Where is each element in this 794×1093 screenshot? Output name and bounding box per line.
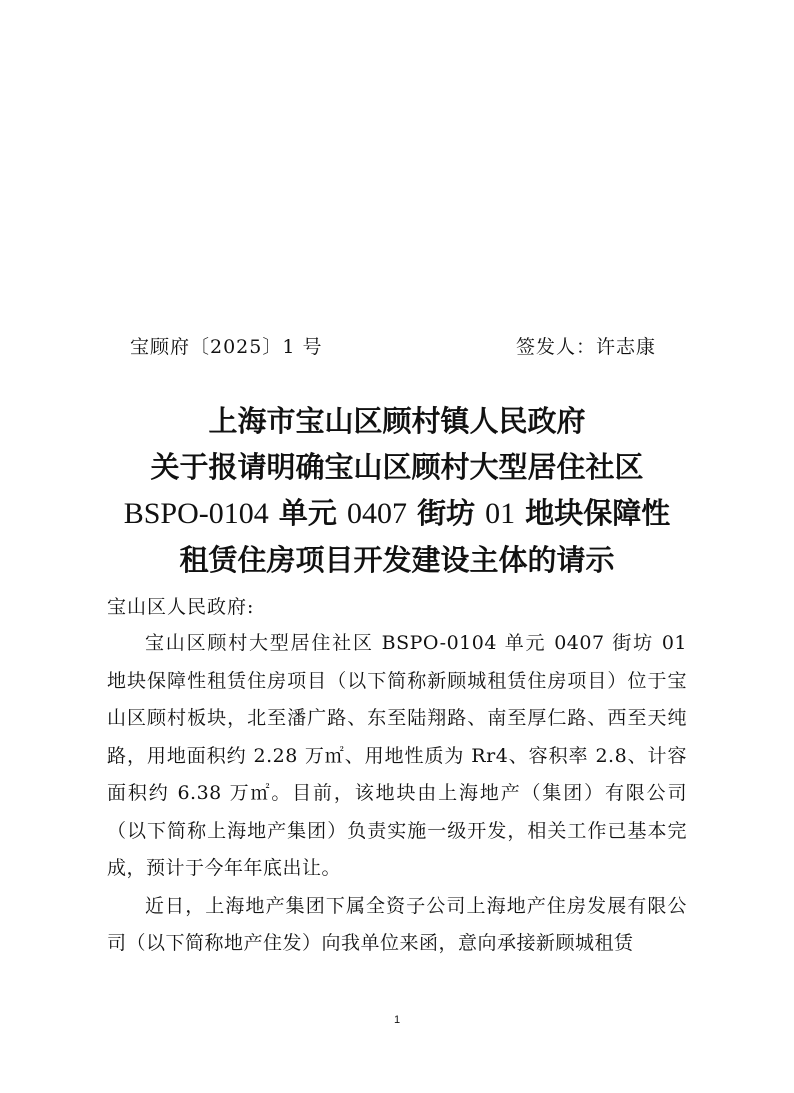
title-line-3	[80, 490, 714, 537]
title-line-2: 关于报请明确宝山区顾村大型居住社区	[150, 450, 644, 484]
title-plot-code: 01	[485, 497, 516, 530]
document-number: 宝顾府〔2025〕1 号	[130, 336, 323, 358]
title-unit-code: BSPO-0104	[123, 497, 269, 530]
title-plot-word: 地块保障性	[515, 496, 671, 530]
page-number: 1	[393, 1014, 401, 1026]
addressee: 宝山区人民政府:	[107, 596, 255, 618]
body-text	[107, 625, 687, 963]
title-line-1: 上海市宝山区顾村镇人民政府	[208, 404, 586, 438]
title-block-word: 街坊	[406, 496, 486, 530]
title-line-4: 租赁住房项目开发建设主体的请示	[179, 543, 615, 577]
signer: 签发人：许志康	[516, 336, 657, 358]
body-paragraph-2: 近日，上海地产集团下属全资子公司上海地产住房发展有限公司（以下简称地产住发）向我单位来函，意向承接新顾城租赁	[107, 894, 687, 954]
body-paragraph-1: 宝山区顾村大型居住社区 BSPO-0104 单元 0407 街坊 01 地块保障性租赁住房项目（以下简称新顾城租赁住房项目）位于宝山区顾村板块，北至潘广路、东至陆翔路、南至厚仁路、西至天纯路，用地面积约 2.28 万㎡、用地性质为 Rr4、容积率 2.8、计容面积约 6.38 万㎡。目前，该地块由上海地产（集团）有限公司（以下简称上海地产集团）负责实施一级开发，相关工作已基本完成，预计于今年年底出让。	[107, 632, 687, 879]
title-block-code: 0407	[346, 497, 407, 530]
title-unit-word: 单元	[268, 496, 347, 530]
document-title	[80, 398, 714, 583]
